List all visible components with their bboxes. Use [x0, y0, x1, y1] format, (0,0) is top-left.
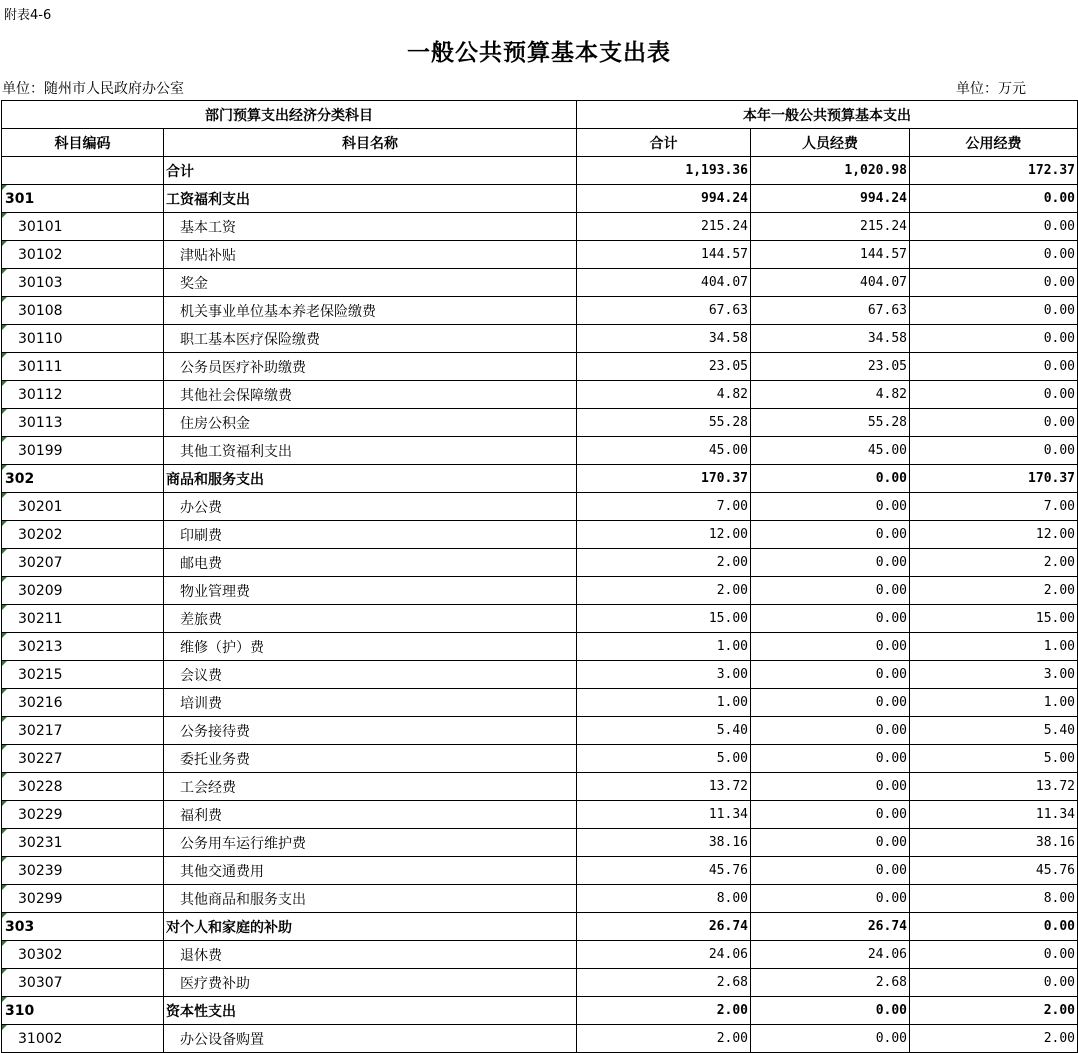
- row-personnel: 0.00: [751, 745, 910, 773]
- row-total: 2.00: [577, 1025, 751, 1053]
- row-code: 30302: [2, 941, 164, 969]
- row-total: 12.00: [577, 521, 751, 549]
- row-name: 其他工资福利支出: [164, 437, 577, 465]
- row-name: 物业管理费: [164, 577, 577, 605]
- row-code: 30307: [2, 969, 164, 997]
- header-public: 公用经费: [910, 129, 1078, 157]
- row-total: 1.00: [577, 689, 751, 717]
- row-total: 34.58: [577, 325, 751, 353]
- row-personnel: 0.00: [751, 605, 910, 633]
- table-row: [2, 409, 1078, 437]
- header-economic-classification: 部门预算支出经济分类科目: [2, 101, 577, 129]
- row-personnel: 0.00: [751, 689, 910, 717]
- table-row: [2, 969, 1078, 997]
- row-public: 0.00: [910, 269, 1078, 297]
- table-row: [2, 241, 1078, 269]
- table-row: [2, 801, 1078, 829]
- department-unit-label: 单位：随州市人民政府办公室: [2, 81, 184, 97]
- row-name: 培训费: [164, 689, 577, 717]
- row-name: 其他交通费用: [164, 857, 577, 885]
- row-name: 其他社会保障缴费: [164, 381, 577, 409]
- table-row: [2, 997, 1078, 1025]
- table-row: [2, 633, 1078, 661]
- table-row: [2, 717, 1078, 745]
- table-row: [2, 885, 1078, 913]
- row-name: 办公费: [164, 493, 577, 521]
- row-code: 30228: [2, 773, 164, 801]
- total-row-personnel: 1,020.98: [751, 157, 910, 185]
- row-public: 0.00: [910, 241, 1078, 269]
- table-row: [2, 465, 1078, 493]
- row-name: 商品和服务支出: [164, 465, 577, 493]
- row-total: 15.00: [577, 605, 751, 633]
- row-personnel: 404.07: [751, 269, 910, 297]
- row-public: 5.00: [910, 745, 1078, 773]
- row-name: 会议费: [164, 661, 577, 689]
- table-row: [2, 381, 1078, 409]
- row-total: 5.40: [577, 717, 751, 745]
- table-row: [2, 941, 1078, 969]
- row-public: 2.00: [910, 1025, 1078, 1053]
- row-name: 工资福利支出: [164, 185, 577, 213]
- appendix-label: 附表4-6: [4, 8, 52, 23]
- total-row-public: 172.37: [910, 157, 1078, 185]
- row-public: 0.00: [910, 297, 1078, 325]
- row-code: 30229: [2, 801, 164, 829]
- row-code: 30101: [2, 213, 164, 241]
- row-code: 31002: [2, 1025, 164, 1053]
- row-total: 2.00: [577, 549, 751, 577]
- row-code: 30113: [2, 409, 164, 437]
- row-personnel: 215.24: [751, 213, 910, 241]
- row-name: 职工基本医疗保险缴费: [164, 325, 577, 353]
- row-name: 奖金: [164, 269, 577, 297]
- row-name: 资本性支出: [164, 997, 577, 1025]
- row-total: 1.00: [577, 633, 751, 661]
- row-personnel: 26.74: [751, 913, 910, 941]
- header-basic-expenditure: 本年一般公共预算基本支出: [577, 101, 1078, 129]
- row-personnel: 67.63: [751, 297, 910, 325]
- table-row: [2, 745, 1078, 773]
- row-code: 310: [2, 997, 164, 1025]
- row-personnel: 0.00: [751, 549, 910, 577]
- table-row: [2, 493, 1078, 521]
- row-code: 30213: [2, 633, 164, 661]
- row-total: 26.74: [577, 913, 751, 941]
- row-personnel: 0.00: [751, 829, 910, 857]
- row-name: 委托业务费: [164, 745, 577, 773]
- row-personnel: 144.57: [751, 241, 910, 269]
- row-code: 30211: [2, 605, 164, 633]
- row-name: 对个人和家庭的补助: [164, 913, 577, 941]
- row-public: 0.00: [910, 353, 1078, 381]
- budget-table: [1, 100, 1078, 1053]
- row-name: 津贴补贴: [164, 241, 577, 269]
- row-personnel: 0.00: [751, 773, 910, 801]
- table-row: [2, 269, 1078, 297]
- row-public: 11.34: [910, 801, 1078, 829]
- row-code: 30299: [2, 885, 164, 913]
- row-code: 30209: [2, 577, 164, 605]
- row-total: 23.05: [577, 353, 751, 381]
- row-name: 邮电费: [164, 549, 577, 577]
- row-personnel: 0.00: [751, 493, 910, 521]
- row-personnel: 0.00: [751, 465, 910, 493]
- row-public: 0.00: [910, 381, 1078, 409]
- row-total: 13.72: [577, 773, 751, 801]
- table-row: [2, 1025, 1078, 1053]
- row-public: 0.00: [910, 409, 1078, 437]
- row-name: 其他商品和服务支出: [164, 885, 577, 913]
- row-personnel: 23.05: [751, 353, 910, 381]
- row-code: 30111: [2, 353, 164, 381]
- row-public: 7.00: [910, 493, 1078, 521]
- header-name: 科目名称: [164, 129, 577, 157]
- row-code: 30102: [2, 241, 164, 269]
- row-public: 3.00: [910, 661, 1078, 689]
- table-row: [2, 521, 1078, 549]
- header-column-row: [2, 129, 1078, 157]
- row-personnel: 0.00: [751, 661, 910, 689]
- row-total: 38.16: [577, 829, 751, 857]
- header-personnel: 人员经费: [751, 129, 910, 157]
- table-row: [2, 829, 1078, 857]
- row-personnel: 2.68: [751, 969, 910, 997]
- row-name: 维修（护）费: [164, 633, 577, 661]
- row-code: 30215: [2, 661, 164, 689]
- row-code: 30207: [2, 549, 164, 577]
- row-public: 2.00: [910, 549, 1078, 577]
- row-personnel: 0.00: [751, 1025, 910, 1053]
- row-total: 45.00: [577, 437, 751, 465]
- row-name: 医疗费补助: [164, 969, 577, 997]
- row-public: 1.00: [910, 633, 1078, 661]
- row-total: 11.34: [577, 801, 751, 829]
- row-total: 5.00: [577, 745, 751, 773]
- table-row: [2, 605, 1078, 633]
- row-public: 0.00: [910, 213, 1078, 241]
- row-code: 30112: [2, 381, 164, 409]
- row-total: 2.68: [577, 969, 751, 997]
- page-title: 一般公共预算基本支出表: [407, 40, 671, 66]
- row-total: 144.57: [577, 241, 751, 269]
- row-public: 170.37: [910, 465, 1078, 493]
- row-name: 基本工资: [164, 213, 577, 241]
- row-name: 福利费: [164, 801, 577, 829]
- total-row-total: 1,193.36: [577, 157, 751, 185]
- row-total: 55.28: [577, 409, 751, 437]
- row-public: 0.00: [910, 185, 1078, 213]
- row-code: 30239: [2, 857, 164, 885]
- row-public: 0.00: [910, 437, 1078, 465]
- table-row: [2, 213, 1078, 241]
- row-personnel: 0.00: [751, 633, 910, 661]
- row-total: 67.63: [577, 297, 751, 325]
- row-total: 3.00: [577, 661, 751, 689]
- row-total: 994.24: [577, 185, 751, 213]
- row-public: 15.00: [910, 605, 1078, 633]
- row-public: 45.76: [910, 857, 1078, 885]
- row-personnel: 0.00: [751, 885, 910, 913]
- header-group-row: [2, 101, 1078, 129]
- row-personnel: 0.00: [751, 801, 910, 829]
- total-row: [2, 157, 1078, 185]
- row-name: 办公设备购置: [164, 1025, 577, 1053]
- row-public: 8.00: [910, 885, 1078, 913]
- row-name: 机关事业单位基本养老保险缴费: [164, 297, 577, 325]
- row-name: 公务员医疗补助缴费: [164, 353, 577, 381]
- currency-unit-label: 单位：万元: [956, 81, 1026, 97]
- table-row: [2, 353, 1078, 381]
- row-name: 差旅费: [164, 605, 577, 633]
- row-public: 38.16: [910, 829, 1078, 857]
- row-personnel: 0.00: [751, 577, 910, 605]
- table-row: [2, 437, 1078, 465]
- row-public: 0.00: [910, 969, 1078, 997]
- row-code: 30103: [2, 269, 164, 297]
- row-name: 印刷费: [164, 521, 577, 549]
- row-total: 2.00: [577, 577, 751, 605]
- table-row: [2, 185, 1078, 213]
- row-code: 30202: [2, 521, 164, 549]
- row-personnel: 45.00: [751, 437, 910, 465]
- row-code: 30216: [2, 689, 164, 717]
- row-public: 2.00: [910, 997, 1078, 1025]
- table-row: [2, 325, 1078, 353]
- row-personnel: 0.00: [751, 997, 910, 1025]
- row-name: 工会经费: [164, 773, 577, 801]
- row-code: 302: [2, 465, 164, 493]
- row-total: 45.76: [577, 857, 751, 885]
- row-name: 公务接待费: [164, 717, 577, 745]
- row-personnel: 0.00: [751, 857, 910, 885]
- row-name: 公务用车运行维护费: [164, 829, 577, 857]
- row-code: 303: [2, 913, 164, 941]
- row-personnel: 0.00: [751, 717, 910, 745]
- table-row: [2, 661, 1078, 689]
- row-public: 13.72: [910, 773, 1078, 801]
- table-row: [2, 913, 1078, 941]
- row-total: 170.37: [577, 465, 751, 493]
- row-total: 2.00: [577, 997, 751, 1025]
- table-row: [2, 773, 1078, 801]
- row-code: 30231: [2, 829, 164, 857]
- table-row: [2, 689, 1078, 717]
- row-public: 5.40: [910, 717, 1078, 745]
- row-total: 8.00: [577, 885, 751, 913]
- row-personnel: 4.82: [751, 381, 910, 409]
- row-total: 4.82: [577, 381, 751, 409]
- row-public: 0.00: [910, 941, 1078, 969]
- row-name: 退休费: [164, 941, 577, 969]
- row-personnel: 34.58: [751, 325, 910, 353]
- row-code: 30108: [2, 297, 164, 325]
- row-code: 30227: [2, 745, 164, 773]
- row-total: 7.00: [577, 493, 751, 521]
- row-code: 30110: [2, 325, 164, 353]
- table-row: [2, 549, 1078, 577]
- table-row: [2, 297, 1078, 325]
- row-personnel: 55.28: [751, 409, 910, 437]
- row-personnel: 24.06: [751, 941, 910, 969]
- row-public: 1.00: [910, 689, 1078, 717]
- row-code: 301: [2, 185, 164, 213]
- row-code: 30217: [2, 717, 164, 745]
- header-total: 合计: [577, 129, 751, 157]
- table-row: [2, 577, 1078, 605]
- total-row-code: [2, 157, 164, 185]
- row-public: 2.00: [910, 577, 1078, 605]
- total-row-name: 合计: [164, 157, 577, 185]
- header-code: 科目编码: [2, 129, 164, 157]
- row-public: 12.00: [910, 521, 1078, 549]
- row-total: 24.06: [577, 941, 751, 969]
- row-code: 30199: [2, 437, 164, 465]
- row-public: 0.00: [910, 325, 1078, 353]
- row-personnel: 0.00: [751, 521, 910, 549]
- row-total: 215.24: [577, 213, 751, 241]
- row-code: 30201: [2, 493, 164, 521]
- table-row: [2, 857, 1078, 885]
- row-personnel: 994.24: [751, 185, 910, 213]
- row-total: 404.07: [577, 269, 751, 297]
- row-name: 住房公积金: [164, 409, 577, 437]
- row-public: 0.00: [910, 913, 1078, 941]
